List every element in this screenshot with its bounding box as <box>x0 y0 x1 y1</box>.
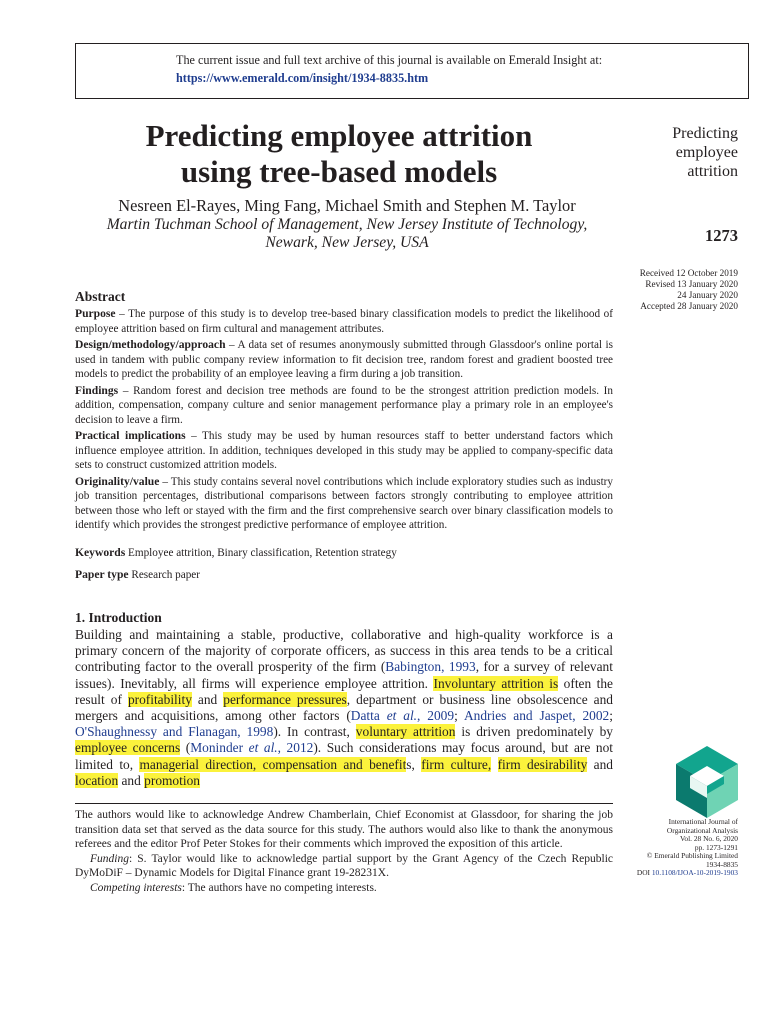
journal-url-link[interactable]: https://www.emerald.com/insight/1934-8835.htm <box>176 71 429 85</box>
title-line-2: using tree-based models <box>180 154 498 189</box>
highlighted-text: promotion <box>144 772 200 788</box>
doi <box>620 869 738 878</box>
journal-pages: pp. 1273-1291 <box>694 842 738 852</box>
citation-author: Moninder <box>190 740 249 756</box>
footnote <box>75 808 613 896</box>
article-title <box>84 118 594 190</box>
practical-label: Practical implications <box>75 429 186 442</box>
citation-etal: et al. <box>248 740 278 756</box>
journal-name: International Journal of <box>668 817 738 826</box>
intro-text: often the result of <box>75 675 613 707</box>
journal-info <box>620 818 738 878</box>
intro-text: ; <box>454 708 464 724</box>
citation-link[interactable]: O'Shaughnessy and Flanagan, 1998 <box>75 724 274 740</box>
intro-text: and <box>118 772 145 788</box>
affiliation-line-2: Newark, New Jersey, USA <box>265 234 429 251</box>
citation-link[interactable] <box>351 708 454 723</box>
abstract-findings <box>75 384 613 428</box>
highlighted-text: Involuntary attrition is <box>433 675 559 691</box>
citation-link[interactable]: Babington, 1993 <box>385 659 476 675</box>
paper-type <box>75 568 200 581</box>
journal-logo-icon <box>676 746 738 818</box>
purpose-text: – The purpose of this study is to develop tree-based binary classification models to predict the likelihood of employee attrition based on firm cultural and management attributes. <box>75 308 613 335</box>
practical-text: – This study may be used by human resources staff to better understand factors which influence employee attrition. In addition, techniques developed in this study may be applied to company-specific data sets to construct customized attrition models. <box>75 430 613 471</box>
abstract-design <box>75 338 613 382</box>
intro-text: ). Such considerations may focus around, but are not limited to, <box>75 740 613 772</box>
intro-text: is driven predominately by <box>455 724 613 740</box>
design-text: – A data set of resumes anonymously submitted through Glassdoor's online portal is used in tandem with public company review information to fit decision tree, random forest and gradient boosted tree models to predict the probability of an employee leaving a firm during a job transition. <box>75 339 613 380</box>
intro-text: ). In contrast, <box>273 724 356 740</box>
doi-link[interactable]: 10.1108/IJOA-10-2019-1903 <box>651 868 738 877</box>
findings-label: Findings <box>75 383 119 397</box>
abstract-purpose <box>75 307 613 336</box>
intro-text: s, <box>406 756 422 772</box>
copyright: © Emerald Publishing Limited <box>646 851 738 860</box>
findings-text: – Random forest and decision tree methods are found to be the strongest attrition prediction models. In addition, compensation, company culture and senior management performance play a primary role in an employee's decision to leave a firm. <box>75 384 613 426</box>
abstract-practical <box>75 429 613 473</box>
date-revised: Revised 13 January 2020 <box>645 279 738 289</box>
highlighted-text: location <box>75 772 119 788</box>
running-head <box>624 124 738 181</box>
originality-text: – This study contains several novel contributions which include exploratory studies such as industry job transition percentages, distributional comparisons between factors strongly contributing to employee attrition between those who left or stayed with the firm and the first comprehensive search over binary classification models to identify which provides the strongest predictive performance of employee attrition. <box>75 475 613 531</box>
page-number: 1273 <box>705 226 738 245</box>
highlighted-text: profitability <box>127 691 192 707</box>
issn: 1934-8835 <box>705 859 738 869</box>
highlighted-text: voluntary attrition <box>355 724 456 740</box>
intro-text: and <box>587 756 613 772</box>
affiliation <box>60 216 634 252</box>
funding-text: : S. Taylor would like to acknowledge partial support by the Grant Agency of the Czech Republic DyMoDiF – Dynamic Models for Digital Finance grant 19-28231X. <box>75 852 613 880</box>
citation-author: Datta <box>350 708 387 724</box>
keywords-text: Employee attrition, Binary classification, Retention strategy <box>125 547 397 559</box>
highlighted-text: performance pressures <box>223 691 347 707</box>
funding-note <box>75 852 613 881</box>
intro-text: Building and maintaining a stable, productive, collaborative and high-quality workforce is a primary concern of the majority of corporate officers, as success in this area tends to be a critical contributing factor to the overall prosperity of the firm ( <box>75 627 613 675</box>
citation-year: , 2012 <box>277 740 314 756</box>
keywords-label: Keywords <box>75 546 126 559</box>
citation-etal: et al. <box>386 708 418 724</box>
footnote-rule <box>75 803 613 804</box>
date-received: Received 12 October 2019 <box>639 268 738 278</box>
intro-heading: 1. Introduction <box>75 610 162 625</box>
intro-text: and <box>191 691 224 707</box>
intro-text: , department or business line obsolescence and mergers and acquisitions, among other factors ( <box>75 691 613 724</box>
doi-label: DOI <box>636 868 652 877</box>
highlighted-text: firm culture, <box>421 756 492 772</box>
authors: Nesreen El-Rayes, Ming Fang, Michael Smith and Stephen M. Taylor <box>118 196 576 215</box>
citation-link[interactable] <box>190 740 313 755</box>
paper-type-label: Paper type <box>75 568 129 581</box>
journal-name: Organizational Analysis <box>666 825 738 835</box>
running-head-line: attrition <box>687 163 738 180</box>
intro-text <box>491 757 497 772</box>
intro-text: ; <box>609 708 613 724</box>
competing-interests-note <box>75 881 613 896</box>
citation-year: , 2009 <box>417 708 455 724</box>
funding-label: Funding <box>90 852 129 865</box>
access-notice: The current issue and full text archive of this journal is available on Emerald Insight at: <box>176 53 603 67</box>
abstract-heading: Abstract <box>75 289 126 304</box>
submission-dates <box>600 268 738 312</box>
journal-volume: Vol. 28 No. 6, 2020 <box>680 834 738 843</box>
highlighted-text: employee concerns <box>75 740 181 756</box>
competing-label: Competing interests <box>90 881 182 894</box>
keywords <box>75 546 397 559</box>
acknowledgement: The authors would like to acknowledge Andrew Chamberlain, Chief Economist at Glassdoor, for sharing the job transition data set that served as the data source for this study. The authors would also like to thank the anonymous referees and the editor Prof Peter Stokes for their comments which improved the exposition of this article. <box>75 809 613 851</box>
paper-type-text: Research paper <box>128 569 200 581</box>
highlighted-text: managerial direction, compensation and benefit <box>139 756 407 772</box>
originality-label: Originality/value <box>75 474 160 488</box>
competing-text: : The authors have no competing interests. <box>181 881 377 894</box>
running-head-line: Predicting <box>672 125 738 142</box>
abstract-body <box>75 307 613 533</box>
citation-link[interactable]: Andries and Jaspet, 2002 <box>463 708 610 724</box>
date-revised-2: 24 January 2020 <box>677 290 738 300</box>
affiliation-line-1: Martin Tuchman School of Management, New Jersey Institute of Technology, <box>106 216 588 233</box>
purpose-label: Purpose <box>75 307 116 320</box>
highlighted-text: firm desirability <box>497 756 588 772</box>
abstract-originality <box>75 475 613 533</box>
date-accepted: Accepted 28 January 2020 <box>640 301 738 311</box>
design-label: Design/methodology/approach <box>75 338 226 351</box>
running-head-line: employee <box>675 144 738 161</box>
title-line-1: Predicting employee attrition <box>145 118 533 153</box>
intro-text: , for a survey of relevant issues). Inevitably, all firms will experience employee attrition. <box>75 659 613 691</box>
intro-body <box>75 627 613 789</box>
intro-text: ( <box>180 740 191 756</box>
